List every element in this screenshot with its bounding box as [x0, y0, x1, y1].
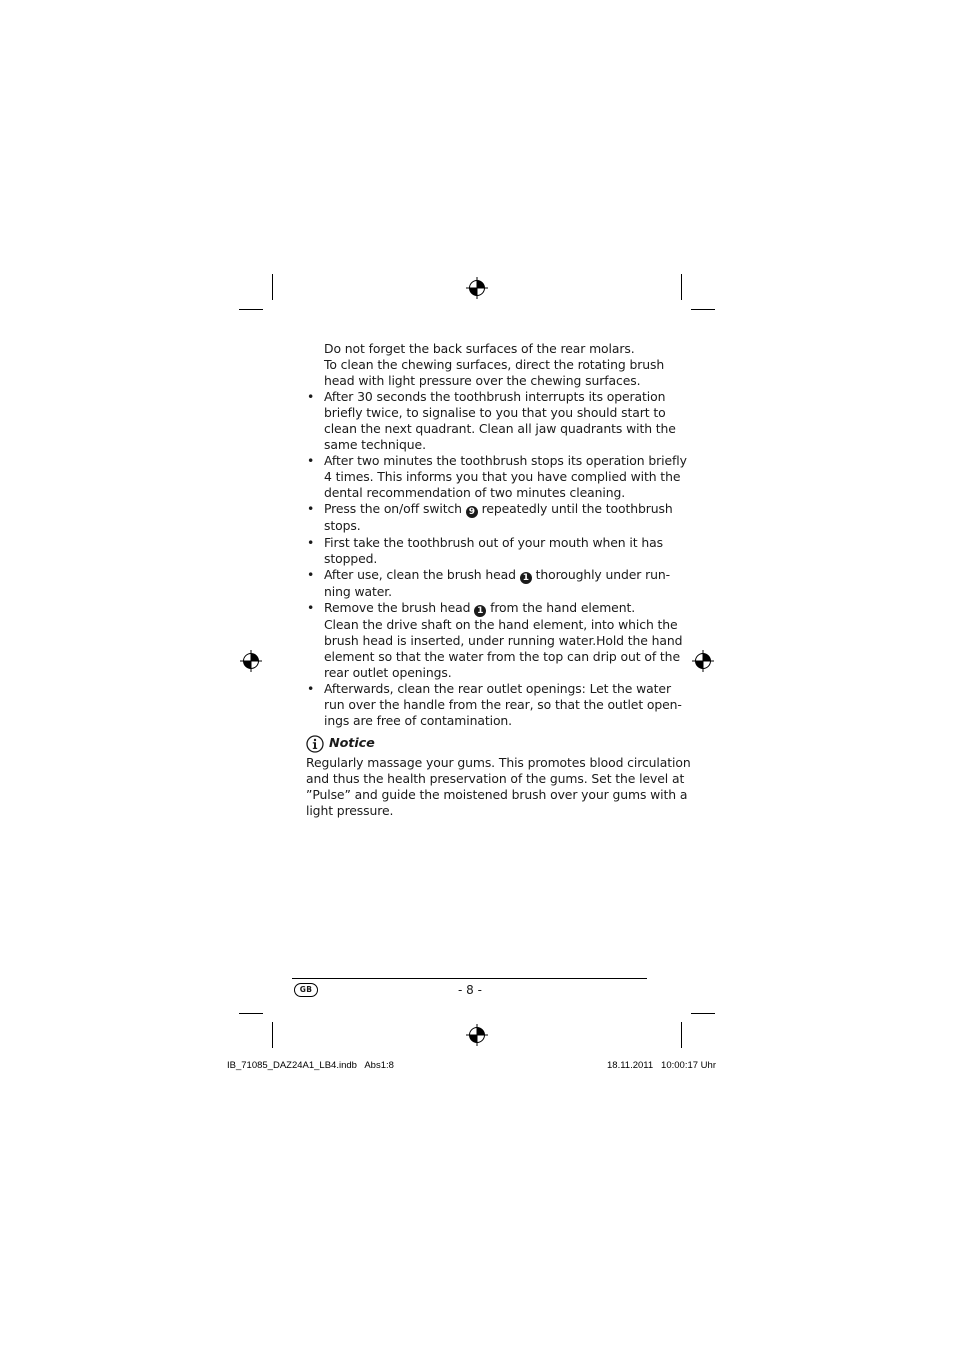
text-line: light pressure. — [306, 803, 394, 819]
info-icon — [306, 735, 324, 753]
bullet: • — [307, 680, 315, 696]
list-item — [306, 501, 673, 534]
text-fragment: from the hand element. — [486, 599, 636, 615]
list-item — [306, 453, 687, 501]
crop-mark-bottom-left-vertical — [272, 1022, 273, 1048]
list-item — [306, 599, 683, 681]
part-reference-1-badge: 1 — [474, 605, 486, 617]
text-line: After 30 seconds the toothbrush interrupts its operation — [324, 389, 666, 405]
text-line: and thus the health preservation of the gums. Set the level at — [306, 771, 685, 787]
text-line: same technique. — [324, 437, 426, 453]
text-line: head with light pressure over the chewing surfaces. — [324, 373, 641, 389]
language-badge: GB — [294, 983, 318, 997]
text-line: Afterwards, clean the rear outlet openings: Let the water — [324, 680, 671, 696]
lead-paragraph — [306, 341, 665, 389]
crop-mark-top-right-vertical — [681, 274, 682, 300]
text-line: ings are free of contamination. — [324, 712, 513, 728]
crop-mark-top-left-vertical — [272, 274, 273, 300]
text-line: After two minutes the toothbrush stops its operation briefly — [324, 453, 687, 469]
crop-mark-top-right-horizontal — [691, 309, 715, 310]
text-line: brush head is inserted, under running water.Hold the hand — [324, 632, 683, 648]
text-line: 4 times. This informs you that you have complied with the — [324, 469, 681, 485]
crop-mark-bottom-left-horizontal — [239, 1013, 263, 1014]
part-reference-9-badge: 9 — [466, 506, 478, 518]
page-number: - 8 - — [458, 983, 482, 997]
text-line: Do not forget the back surfaces of the rear molars. — [324, 341, 635, 356]
text-line: Clean the drive shaft on the hand element, into which the — [324, 616, 678, 632]
text-line — [324, 501, 673, 518]
text-line: run over the handle from the rear, so that the outlet open- — [324, 696, 682, 712]
registration-mark-icon — [466, 277, 488, 299]
list-item — [306, 389, 676, 453]
list-item — [306, 680, 682, 729]
notice-block — [306, 735, 691, 819]
notice-paragraph — [306, 755, 691, 819]
text-line — [324, 566, 670, 584]
text-fragment: After use, clean the brush head — [324, 566, 520, 582]
notice-title: Notice — [329, 735, 375, 751]
bullet: • — [307, 566, 315, 582]
registration-mark-icon — [240, 650, 262, 672]
bullet: • — [307, 501, 315, 517]
text-fragment: repeatedly until the toothbrush — [477, 501, 673, 517]
part-reference-1-badge: 1 — [520, 572, 532, 584]
crop-mark-bottom-right-vertical — [681, 1022, 682, 1048]
text-line: briefly twice, to signalise to you that you should start to — [324, 405, 666, 421]
slug-file: IB_71085_DAZ24A1_LB4.indb Abs1:8 — [227, 1060, 394, 1071]
bullet: • — [307, 534, 315, 550]
registration-mark-icon — [466, 1024, 488, 1046]
text-line: stopped. — [324, 550, 378, 566]
bullet: • — [307, 453, 315, 469]
text-fragment: Press the on/off switch — [324, 501, 466, 517]
text-line: First take the toothbrush out of your mouth when it has — [324, 534, 663, 550]
text-line: stops. — [324, 518, 361, 534]
text-line: clean the next quadrant. Clean all jaw quadrants with the — [324, 421, 676, 437]
crop-mark-top-left-horizontal — [239, 309, 263, 310]
crop-mark-bottom-right-horizontal — [691, 1013, 715, 1014]
bullet: • — [307, 389, 315, 405]
text-line: element so that the water from the top can drip out of the — [324, 648, 680, 664]
list-item — [306, 566, 670, 600]
registration-mark-icon — [692, 650, 714, 672]
text-line: ”Pulse” and guide the moistened brush over your gums with a — [306, 787, 688, 803]
instructions-body — [306, 341, 687, 729]
list-item — [306, 534, 663, 567]
text-line: dental recommendation of two minutes cleaning. — [324, 485, 626, 501]
notice-heading — [306, 735, 651, 753]
bullet: • — [307, 599, 315, 615]
text-line: To clean the chewing surfaces, direct the rotating brush — [324, 357, 665, 373]
text-line: ning water. — [324, 583, 392, 599]
text-line: rear outlet openings. — [324, 664, 452, 680]
slug-datetime: 18.11.2011 10:00:17 Uhr — [607, 1060, 716, 1071]
footer-rule — [292, 978, 647, 979]
text-line — [324, 600, 651, 617]
text-fragment: thoroughly under run- — [531, 566, 670, 582]
text-line: Regularly massage your gums. This promotes blood circulation — [306, 755, 691, 770]
text-fragment: Remove the brush head — [324, 599, 475, 615]
